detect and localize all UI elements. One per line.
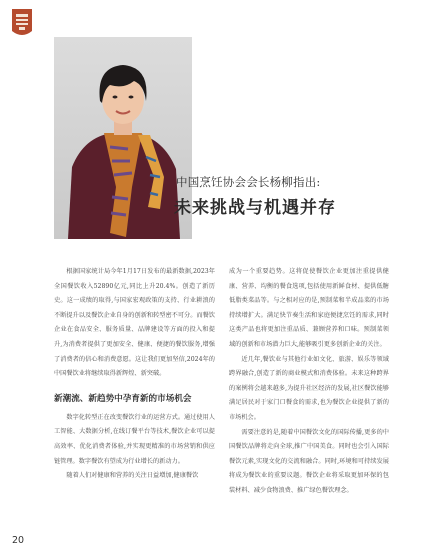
paragraph: 根据国家统计局今年1月17日发布的最新数据,2023年全国餐饮收入52890亿元,同比上升20.4%。创造了新历史。这一成绩的取得,与国家宏观政策的支持、行业耕浪的不断提升以及餐饮企业自身的创新和转型密不可分。而餐饮企业在食品安全、服务质量、品牌建设等方面的投入和提升,为消费者提供了更加安全、健康、便捷的餐饮服务,增强了消费者的信心和消费意愿。这让我们更加坚信,2024年的中国餐饮业将继续取得新辉煌、新突破。 bbox=[54, 268, 215, 378]
page-number: 20 bbox=[12, 535, 25, 546]
article-left-column bbox=[54, 265, 215, 484]
paragraph: 成为一个重要趋势。这将促使餐饮企业更加注重提供健康、营养、均衡的餐食选项,包括使用新鲜食材、提供低糖低脂类菜品等。与之相对应的是,预制菜和半成品菜的市场持续增扩大。满足快节奏生活和家庭便捷烹饪的需求,同时这类产品也将更加注重品质、兼顾营养和口味。预制菜领域的创新和市场潜力巨大,能够吸引更多创新企业的关注。 bbox=[229, 268, 389, 348]
paragraph: 数字化转型正在改变餐饮行业的运营方式。通过使用人工智能、大数据分析,在线订餐平台等技术,餐饮企业可以提高效率、优化消费者体验,并实现更精准的市场营销和供应链管理。数字餐饮有望成为行业增长的新动力。 bbox=[54, 413, 215, 465]
article-right-column bbox=[229, 265, 389, 499]
portrait-photo bbox=[54, 37, 192, 239]
paragraph: 随着人们对健康和营养的关注日益增加,健康餐饮 bbox=[66, 472, 199, 480]
caption-title: 未来挑战与机遇并存 bbox=[174, 198, 336, 218]
paragraph: 需要注意的是,随着中国餐饮文化的国际传播,更多的中国餐饮品牌将走向全球,推广中国美食。同时也会引入国际餐饮元素,实现文化的交流和融合。同时,环境和可持续发展将成为餐饮业的重要议题。餐饮企业将采取更加环保的包装材料、减少食物浪费、推广绿色餐饮理念。 bbox=[229, 428, 389, 494]
caption-subtitle: 中国烹饪协会会长杨柳指出: bbox=[176, 175, 321, 189]
section-heading: 新潮流、新趋势中孕育新的市场机会 bbox=[54, 393, 192, 404]
paragraph: 近几年,餐饮业与其他行业如文化、旅游、娱乐等领域跨界融合,创造了新的商业模式和消费体验。未来这种跨界的案例将会越来越多,为提升社区经济的发展,社区餐饮能够满足居民对于家门口餐食的需求,也为餐饮企业提供了新的市场机会。 bbox=[229, 355, 389, 421]
publication-logo-icon bbox=[10, 9, 34, 39]
